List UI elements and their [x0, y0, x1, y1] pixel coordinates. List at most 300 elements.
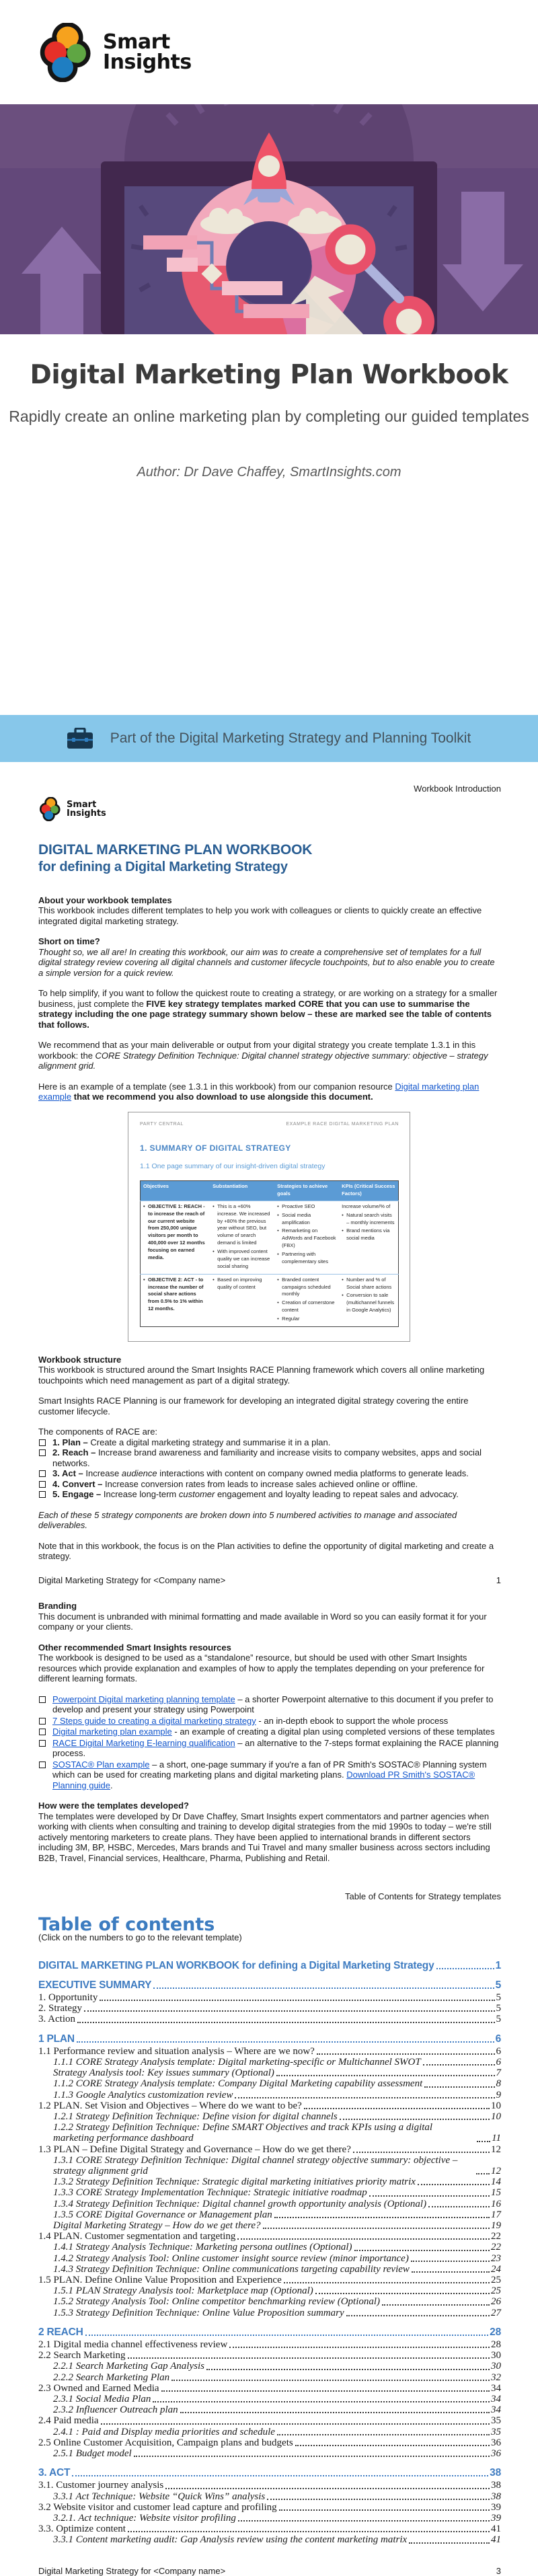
- toc-entry[interactable]: [38, 2339, 501, 2350]
- toc-page-number[interactable]: 28: [491, 2339, 501, 2350]
- toc-leader-dots: [424, 2086, 494, 2088]
- short-on-time-paragraph: Thought so, we all are! In creating this workbook, our aim was to create a comprehensive set of templates for a full digital strategy review covering all digital channels and customer lifecycle touchpoints, but to also enable you to create a simple version for a quick review.: [38, 946, 495, 978]
- page-heading-line2: for defining a Digital Marketing Strategy: [38, 859, 288, 874]
- toc-entry[interactable]: [38, 2155, 501, 2176]
- toc-page-number[interactable]: 9: [496, 2089, 501, 2100]
- toc-leader-dots: [101, 2423, 490, 2425]
- toolkit-banner-label: Part of the Digital Marketing Strategy and Planning Toolkit: [110, 730, 471, 746]
- toc-leader-dots: [267, 2499, 490, 2500]
- cell-list: [277, 1277, 336, 1323]
- toc-entry-label: 2.3.2 Influencer Outreach plan: [53, 2404, 178, 2416]
- cell-item: • Based on improving quality of content: [213, 1277, 272, 1291]
- brand-word-2: Insights: [103, 50, 192, 74]
- toc-page-number[interactable]: 38: [491, 2491, 501, 2502]
- resource-item: SOSTAC® Plan example – a short, one-page summary if you're a fan of PR Smith's SOSTAC® Planning system which can be used for creating marketing plans and digital marketing plans. Download PR Smith's SOSTAC® Planning guide.: [38, 1759, 501, 1791]
- branding-paragraph: This document is unbranded with minimal formatting and made available in Word so you can easily format it for your company or your clients.: [38, 1611, 487, 1632]
- toc-entry-label: 2.2.1 Search Marketing Gap Analysis: [53, 2361, 204, 2372]
- toc-entry[interactable]: [38, 2144, 501, 2155]
- toc-entry-label: 1.1.2 CORE Strategy Analysis template: Company Digital Marketing capability assessment: [53, 2078, 423, 2090]
- toc-entry[interactable]: [38, 2187, 501, 2198]
- top-logo-band: [0, 0, 538, 104]
- toc-entry[interactable]: [38, 2253, 501, 2264]
- toc-entry-label: 1.3.1 CORE Strategy Definition Technique: Digital channel strategy objective summary: objective – strategy alignment grid: [53, 2154, 458, 2176]
- toc-leader-dots: [476, 2173, 490, 2174]
- race-intro-line: The components of RACE are:: [38, 1427, 158, 1437]
- toc-leader-dots: [409, 2542, 490, 2544]
- toc-entry-label: 2.5.1 Budget model: [53, 2448, 132, 2460]
- toc-entry[interactable]: [38, 2415, 501, 2426]
- toc-page-number[interactable]: 10: [491, 2100, 501, 2111]
- text-link[interactable]: Digital marketing plan example: [52, 1727, 172, 1737]
- cell-item: • Branded content campaigns scheduled monthly: [277, 1277, 336, 1299]
- cell-item: • Remarketing on AdWords and Facebook (FBX): [277, 1227, 336, 1250]
- toc-entry[interactable]: [38, 2068, 501, 2078]
- toc-leader-dots: [134, 2456, 490, 2457]
- toc-leader-dots: [77, 2022, 495, 2023]
- cell-item: • Proactive SEO: [277, 1203, 336, 1211]
- toc-page-number[interactable]: 25: [491, 2285, 501, 2297]
- smartinsights-logo-text: [67, 800, 106, 818]
- checkbox-icon: [39, 1470, 46, 1477]
- toc-entry-label: 3.1. Customer journey analysis: [38, 2480, 164, 2491]
- toc-page-number[interactable]: 30: [491, 2350, 501, 2361]
- toc-entry[interactable]: [38, 2491, 501, 2502]
- toc-page-number[interactable]: 39: [491, 2513, 501, 2524]
- toc-entry[interactable]: [38, 2275, 501, 2285]
- checkbox-icon: [39, 1481, 46, 1488]
- example-template-screenshot: [128, 1112, 410, 1342]
- page-footer: [38, 1575, 501, 1586]
- toc-entry-label: 2.2.2 Search Marketing Plan: [53, 2372, 170, 2383]
- toc-entry-label: Strategy Analysis tool: Key issues summary (Optional): [53, 2068, 274, 2079]
- toc-entry[interactable]: [38, 2285, 501, 2296]
- toc-entry-label: 3.3.1 Content marketing audit: Gap Analysis review using the content marketing matrix: [53, 2534, 408, 2546]
- cover-title-block: [0, 334, 538, 715]
- about-heading: About your workbook templates: [38, 895, 172, 905]
- toc-leader-dots: [436, 1968, 494, 1969]
- toc-entry[interactable]: [38, 2220, 501, 2231]
- toc-entry-label: 1.5.1 PLAN Strategy Analysis tool: Marketplace map (Optional): [53, 2285, 313, 2297]
- toc-entry-label: 3. ACT: [38, 2467, 71, 2479]
- cell-list: [213, 1277, 272, 1291]
- toc-entry[interactable]: [38, 2100, 501, 2111]
- race-component-item: 3. Act – Increase audience interactions with content on company owned media platforms to generate leads.: [38, 1468, 501, 1479]
- toc-page-number[interactable]: 35: [491, 2426, 501, 2437]
- toc-entry-label: 1.5.2 Strategy Analysis Tool: Online competitor benchmarking review (Optional): [53, 2296, 381, 2308]
- toc-page-number[interactable]: 36: [491, 2437, 501, 2448]
- toc-page-number[interactable]: 39: [491, 2501, 501, 2513]
- toc-entry[interactable]: [38, 2014, 501, 2024]
- cell-list: [213, 1203, 272, 1271]
- toc-entry[interactable]: [38, 2404, 501, 2415]
- recommend-paragraph: We recommend that as your main deliverable or output from your digital strategy you create template 1.3.1 in this workbook: the CORE Strategy Definition Technique: Digital channel strategy objective summary: objective – strategy alignment grid.: [38, 1040, 488, 1071]
- toc-entry-label: 2.4 Paid media: [38, 2415, 99, 2427]
- table-row: [141, 1274, 399, 1326]
- cell-item: • Partnering with complementary sites: [277, 1251, 336, 1266]
- cell-item: • Conversion to sale (multichannel funnels in Google Analytics): [342, 1292, 395, 1314]
- toc-page-number[interactable]: 12: [491, 2144, 501, 2155]
- cell-item: • Natural search visits – monthly increments: [342, 1212, 395, 1227]
- smartinsights-logo-text: [103, 32, 192, 73]
- toc-leader-dots: [206, 2369, 490, 2370]
- toc-entry[interactable]: [38, 2242, 501, 2252]
- footer-page-number: 1: [496, 1575, 501, 1585]
- structure-paragraph-1: This workbook is structured around the Smart Insights RACE Planning framework which covers all online marketing touchpoints which need management as part of a digital strategy.: [38, 1365, 485, 1386]
- cell-list: [342, 1203, 395, 1242]
- toc-leader-dots: [72, 2475, 488, 2476]
- toc-page-number[interactable]: 16: [491, 2198, 501, 2209]
- screenshot-title: 1. SUMMARY OF DIGITAL STRATEGY: [140, 1143, 291, 1153]
- cell-item: • This is a +60% increase. We increased by +80% the previous year without SEO, but volume of search demand is limited: [213, 1203, 272, 1247]
- toc-entry[interactable]: [38, 2534, 501, 2545]
- toc-page-number[interactable]: 5: [496, 2003, 501, 2014]
- toc-entry-label: 1.1.1 CORE Strategy Analysis template: Digital marketing-specific or Multichannel SWOT: [53, 2056, 421, 2068]
- resource-item: Powerpoint Digital marketing planning template – a shorter Powerpoint alternative to this document if you prefer to develop and present your strategy using Powerpoint: [38, 1694, 501, 1715]
- structure-paragraph-5: Note that in this workbook, the focus is on the Plan activities to define the opportunity of digital marketing and create a strategy.: [38, 1540, 494, 1561]
- toc-entry-label: DIGITAL MARKETING PLAN WORKBOOK for defining a Digital Marketing Strategy: [38, 1959, 434, 1971]
- cell-list: [143, 1203, 207, 1262]
- smartinsights-logo-icon: [37, 23, 96, 82]
- toc-page-number[interactable]: 23: [491, 2252, 501, 2264]
- toc-page-number[interactable]: 41: [491, 2524, 501, 2535]
- checkbox-icon: [39, 1729, 46, 1735]
- text-link[interactable]: Powerpoint Digital marketing planning template: [52, 1694, 235, 1704]
- example-paragraph: Here is an example of a template (see 1.3.1 in this workbook) from our companion resource Digital marketing plan example that we recommend you also download to use alongside this document.: [38, 1081, 479, 1102]
- column-header: Substantiation: [210, 1181, 274, 1201]
- toc-heading: Table of contents: [38, 1914, 215, 1935]
- table-row: [141, 1201, 399, 1274]
- document-title: Digital Marketing Plan Workbook: [30, 360, 508, 390]
- toc-page-number[interactable]: 5: [496, 2014, 501, 2025]
- toc-entry-label: Digital Marketing Strategy – How do we get there?: [53, 2220, 261, 2231]
- toc-leader-dots: [238, 2520, 490, 2522]
- text-link[interactable]: SOSTAC® Plan example: [52, 1759, 150, 1770]
- resource-item: RACE Digital Marketing E-learning qualification – an alternative to the 7-steps format explaining the RACE planning process.: [38, 1738, 501, 1759]
- toc-leader-dots: [171, 2380, 490, 2381]
- checkbox-icon: [39, 1740, 46, 1747]
- toc-leader-dots: [412, 2271, 490, 2273]
- toc-entry[interactable]: [38, 2264, 501, 2275]
- toc-entry-label: 3.3.1 Act Technique: Website “Quick Wins” analysis: [53, 2491, 266, 2502]
- toc-leader-dots: [382, 2304, 490, 2306]
- toc-page-number[interactable]: 22: [491, 2231, 501, 2242]
- toc-entry[interactable]: [38, 2383, 501, 2394]
- brand-word-1: Smart: [103, 30, 170, 54]
- footer-doc-title: Digital Marketing Strategy for <Company name>: [38, 1575, 226, 1585]
- toc-entry[interactable]: [38, 2078, 501, 2089]
- text-link[interactable]: Download PR Smith's SOSTAC® Planning guide: [52, 1770, 475, 1790]
- toc-page-number[interactable]: 12: [491, 2165, 501, 2176]
- toc-entry-label: 1.2.1 Strategy Definition Technique: Define vision for digital channels: [53, 2111, 338, 2122]
- smartinsights-logo: [37, 23, 192, 82]
- cell-item: • Number and % of Social share actions: [342, 1277, 395, 1291]
- toc-page-number[interactable]: 34: [491, 2404, 501, 2416]
- toc-page-number[interactable]: 8: [496, 2078, 501, 2090]
- race-component-item: 4. Convert – Increase conversion rates from leads to increase sales achieved online or offline.: [38, 1479, 501, 1490]
- toc-entry[interactable]: [38, 2003, 501, 2014]
- page-heading-line1: DIGITAL MARKETING PLAN WORKBOOK: [38, 841, 313, 858]
- table-of-contents: [38, 1961, 501, 2546]
- text-link[interactable]: Digital marketing plan example: [38, 1081, 479, 1102]
- screenshot-header-left: PARTY CENTRAL: [140, 1121, 184, 1127]
- document-body: [0, 762, 538, 2576]
- footer-doc-title: Digital Marketing Strategy for <Company name>: [38, 2565, 226, 2576]
- toc-page-number[interactable]: 34: [491, 2382, 501, 2394]
- toc-entry[interactable]: [38, 2199, 501, 2209]
- cell-item: Increase volume/% of: [342, 1203, 391, 1209]
- toc-page-number[interactable]: 11: [492, 2133, 501, 2144]
- toc-entry-label: 1.1.3 Google Analytics customization review: [53, 2089, 233, 2100]
- toc-entry-label: 2.5 Online Customer Acquisition, Campaign plans and budgets: [38, 2437, 293, 2448]
- toc-entry-label: 1.2.2 Strategy Definition Technique: Define SMART Objectives and track KPIs using a digital marketing performance dashboard: [53, 2122, 433, 2144]
- toc-leader-dots: [263, 2228, 490, 2229]
- toc-page-number[interactable]: 28: [490, 2326, 501, 2338]
- toc-leader-dots: [77, 2041, 494, 2043]
- checkbox-icon: [39, 1491, 46, 1498]
- toolkit-banner: [0, 715, 538, 762]
- toc-entry-label: 1.4 PLAN. Customer segmentation and targeting: [38, 2231, 236, 2242]
- text-link[interactable]: RACE Digital Marketing E-learning qualification: [52, 1737, 235, 1748]
- developed-heading: How were the templates developed?: [38, 1801, 189, 1811]
- toc-entry-label: 3.3. Optimize content: [38, 2524, 126, 2535]
- toc-entry[interactable]: [38, 1992, 501, 2003]
- toc-leader-dots: [161, 2390, 490, 2392]
- toc-entry[interactable]: [38, 2394, 501, 2404]
- toc-page-number[interactable]: 38: [490, 2467, 501, 2479]
- toc-entry[interactable]: [38, 2513, 501, 2524]
- toc-leader-dots: [229, 2347, 490, 2348]
- checkbox-icon: [39, 1439, 46, 1446]
- structure-paragraph-4: Each of these 5 strategy components are broken down into 5 numbered activities to manage and associated deliverables.: [38, 1509, 457, 1530]
- toc-entry-label: 3.2.1. Act technique: Website visitor profiling: [53, 2513, 236, 2524]
- resources-paragraph: The workbook is designed to be used as a “standalone” resource, but should be used with other Smart Insights resources which provide explanation and examples of how to apply the templates depending on your preference for different learning formats.: [38, 1653, 485, 1683]
- toc-page-number[interactable]: 41: [491, 2534, 501, 2546]
- toc-entry[interactable]: [38, 2327, 501, 2338]
- column-header: Objectives: [141, 1181, 210, 1201]
- toc-entry[interactable]: [38, 2502, 501, 2513]
- toc-entry-label: 2.3.1 Social Media Plan: [53, 2394, 151, 2405]
- toc-entry[interactable]: [38, 2090, 501, 2100]
- resources-heading: Other recommended Smart Insights resources: [38, 1642, 231, 1653]
- checkbox-icon: [39, 1696, 46, 1703]
- page-corner-label: Workbook Introduction: [414, 784, 501, 794]
- toc-page-number[interactable]: 27: [491, 2307, 501, 2318]
- toc-page-number[interactable]: 7: [496, 2068, 501, 2079]
- toc-leader-dots: [315, 2293, 490, 2294]
- developed-paragraph: The templates were developed by Dr Dave Chaffey, Smart Insights expert commentators and partner agencies when working with clients when consulting and training to develop digital strategies from the mid 1990s to today – we're still actively mentoring marketers to create plans. They have been applied to international brands in different sectors including 3M, BP, HSBC, Mercedes, Mars brands and Tui Travel and many smaller business across sectors including B2B, Travel, Financial services, Healthcare, Pharma, Publishing and Retail.: [38, 1811, 492, 1863]
- branding-heading: Branding: [38, 1601, 77, 1611]
- toc-entry-label: 1.4.2 Strategy Analysis Tool: Online customer insight source review (minor importance): [53, 2252, 409, 2264]
- toc-entry[interactable]: [38, 2427, 501, 2437]
- briefcase-icon: [67, 728, 93, 749]
- column-header: KPIs (Critical Success Factors): [339, 1181, 398, 1201]
- race-component-item: 2. Reach – Increase brand awareness and familiarity and increase visits to company websites, apps and social networks.: [38, 1447, 501, 1468]
- toc-leader-dots: [353, 2152, 490, 2153]
- toc-leader-dots: [85, 2335, 489, 2336]
- toc-leader-dots: [428, 2206, 490, 2207]
- toc-entry[interactable]: [38, 2231, 501, 2242]
- short-on-time-heading: Short on time?: [38, 936, 100, 946]
- resource-item: 7 Steps guide to creating a digital marketing strategy - an in-depth ebook to support the whole process: [38, 1716, 501, 1727]
- toc-leader-dots: [100, 2000, 494, 2001]
- toc-entry[interactable]: [38, 2111, 501, 2122]
- structure-paragraph-2: Smart Insights RACE Planning is our framework for developing an integrated digital strategy covering the entire customer lifecycle.: [38, 1396, 469, 1416]
- toc-entry-label: 2. Strategy: [38, 2003, 82, 2014]
- resources-list: [38, 1694, 501, 1791]
- smartinsights-logo-small: [38, 797, 501, 821]
- toc-leader-dots: [153, 1987, 494, 1989]
- toc-leader-dots: [235, 2097, 494, 2098]
- toc-leader-dots: [295, 2445, 490, 2446]
- toc-leader-dots: [346, 2315, 490, 2316]
- cell-list: [277, 1203, 336, 1266]
- toc-page-number[interactable]: 17: [491, 2209, 501, 2220]
- toc-page-number[interactable]: 19: [491, 2220, 501, 2231]
- toc-entry[interactable]: [38, 2308, 501, 2318]
- toc-entry-label: 1.3.2 Strategy Definition Technique: Strategic digital marketing initiatives priority matrix: [53, 2176, 416, 2188]
- toc-page-number[interactable]: 1: [495, 1959, 501, 1971]
- toc-entry[interactable]: [38, 2361, 501, 2372]
- toc-entry[interactable]: [38, 2524, 501, 2534]
- toc-entry-label: 3.2 Website visitor and customer lead capture and profiling: [38, 2501, 277, 2513]
- toc-leader-dots: [369, 2195, 490, 2197]
- toc-leader-dots: [423, 2064, 495, 2066]
- toc-entry[interactable]: [38, 2034, 501, 2045]
- toc-page-number[interactable]: 5: [496, 1992, 501, 2003]
- toc-page-number[interactable]: 6: [495, 2033, 501, 2045]
- document-subtitle: Rapidly create an online marketing plan by completing our guided templates: [9, 408, 529, 425]
- toc-leader-dots: [354, 2250, 490, 2251]
- toc-entry-label: 2.3 Owned and Earned Media: [38, 2382, 159, 2394]
- race-components-list: [38, 1437, 501, 1500]
- toc-entry[interactable]: [38, 1980, 501, 1991]
- toc-entry-label: 1.5 PLAN. Define Online Value Proposition and Experience: [38, 2274, 282, 2285]
- cell-item: • With improved content quality we can increase social sharing: [213, 1248, 272, 1271]
- toc-entry[interactable]: [38, 2057, 501, 2068]
- toc-entry-label: 1.1 Performance review and situation analysis – Where are we now?: [38, 2045, 315, 2057]
- toc-leader-dots: [340, 2119, 490, 2120]
- toc-page-number[interactable]: 35: [491, 2415, 501, 2427]
- toc-entry-label: 2.4.1 : Paid and Display media priorities and schedule: [53, 2426, 275, 2437]
- toc-page-number[interactable]: 6: [496, 2056, 501, 2068]
- hero-banner: [0, 104, 538, 334]
- toc-page-number[interactable]: 6: [496, 2045, 501, 2057]
- cell-list: [143, 1277, 207, 1313]
- table-header-row: [141, 1181, 399, 1201]
- toc-leader-dots: [128, 2357, 490, 2359]
- toc-page-number[interactable]: 22: [491, 2242, 501, 2253]
- toc-leader-dots: [418, 2184, 490, 2185]
- toc-page-number[interactable]: 36: [491, 2448, 501, 2460]
- checkbox-icon: [39, 1718, 46, 1725]
- toc-entry[interactable]: [38, 2437, 501, 2448]
- toc-leader-dots: [277, 2434, 490, 2435]
- toc-leader-dots: [477, 2141, 490, 2142]
- toc-entry-label: 1.4.1 Strategy Analysis Technique: Marketing persona outlines (Optional): [53, 2242, 352, 2253]
- toc-leader-dots: [274, 2217, 490, 2218]
- toc-leader-dots: [276, 2075, 495, 2076]
- toc-page-number[interactable]: 32: [491, 2372, 501, 2383]
- toc-entry-label: EXECUTIVE SUMMARY: [38, 1979, 152, 1991]
- toc-entry-label: 1.3.5 CORE Digital Governance or Management plan: [53, 2209, 272, 2220]
- page-footer: [38, 2566, 501, 2576]
- cell-list: [342, 1277, 395, 1314]
- toc-entry-label: 1.5.3 Strategy Definition Technique: Online Value Proposition summary: [53, 2307, 344, 2318]
- text-link[interactable]: 7 Steps guide to creating a digital marketing strategy: [52, 1715, 256, 1726]
- race-component-item: 5. Engage – Increase long-term customer engagement and loyalty leading to repeat sales and advocacy.: [38, 1489, 501, 1500]
- toc-entry-label: 2 REACH: [38, 2326, 83, 2338]
- toc-entry[interactable]: [38, 2372, 501, 2383]
- screenshot-subtitle: 1.1 One page summary of our insight-driven digital strategy: [140, 1162, 325, 1170]
- toc-entry-label: 2.2 Search Marketing: [38, 2350, 126, 2361]
- cell-item: • Regular: [277, 1316, 336, 1323]
- resource-item: Digital marketing plan example - an example of creating a digital plan using completed versions of these templates: [38, 1727, 501, 1737]
- about-paragraph: This workbook includes different templates to help you work with colleagues or clients to quickly create an effective integrated digital marketing strategy.: [38, 905, 482, 926]
- toc-leader-dots: [237, 2238, 490, 2240]
- toc-leader-dots: [128, 2531, 490, 2532]
- toc-entry[interactable]: [38, 2209, 501, 2220]
- simplify-paragraph: To help simplify, if you want to follow the quickest route to creating a strategy, or are working on a strategy for a smaller business, just complete the FIVE key strategy templates marked CORE that you can use to summarise the strategy including the one page strategy summary shown below – these are marked see the table of contents that follows.: [38, 988, 498, 1030]
- toc-leader-dots: [279, 2509, 490, 2511]
- brand-word-1: Smart: [67, 799, 97, 810]
- toc-entry-label: 1. Opportunity: [38, 1992, 98, 2003]
- cell-item: • OBJECTIVE 1: REACH - to increase the reach of our current website from 250,000 unique visitors per month to 400,000 over 12 months focusing on earned media.: [143, 1203, 207, 1262]
- toc-page-number[interactable]: 25: [491, 2274, 501, 2285]
- strategy-summary-table: [140, 1180, 399, 1327]
- toc-leader-dots: [153, 2401, 490, 2402]
- toc-page-number[interactable]: 14: [491, 2176, 501, 2188]
- toc-entry-label: 1.3.3 CORE Strategy Implementation Technique: Strategic initiative roadmap: [53, 2187, 367, 2199]
- toc-entry-label: 1.3 PLAN – Define Digital Strategy and Governance – How do we get there?: [38, 2144, 351, 2155]
- screenshot-header-right: EXAMPLE RACE DIGITAL MARKETING PLAN: [286, 1121, 399, 1127]
- cell-item: • Creation of cornerstone content: [277, 1299, 336, 1314]
- toc-note: (Click on the numbers to go to the relevant template): [38, 1932, 242, 1942]
- toc-entry-label: 1.2 PLAN. Set Vision and Objectives – Where do we want to be?: [38, 2100, 302, 2111]
- author-line: Author: Dr Dave Chaffey, SmartInsights.com: [137, 465, 401, 480]
- checkbox-icon: [39, 1449, 46, 1456]
- toc-page-number[interactable]: 34: [491, 2394, 501, 2405]
- toc-entry-label: 2.1 Digital media channel effectiveness review: [38, 2339, 228, 2350]
- toc-entry[interactable]: [38, 2176, 501, 2187]
- toc-page-number[interactable]: 24: [491, 2263, 501, 2275]
- toc-leader-dots: [284, 2282, 490, 2283]
- cell-item: • Brand mentions via social media: [342, 1227, 395, 1242]
- toc-entry[interactable]: [38, 2122, 501, 2144]
- toc-leader-dots: [180, 2412, 490, 2413]
- toc-corner-label: Table of Contents for Strategy templates: [345, 1891, 501, 1901]
- footer-page-number: 3: [496, 2565, 501, 2576]
- toc-entry[interactable]: [38, 1961, 501, 1971]
- toc-page-number[interactable]: 5: [495, 1979, 501, 1991]
- toc-entry[interactable]: [38, 2046, 501, 2057]
- toc-entry[interactable]: [38, 2448, 501, 2459]
- smartinsights-logo-icon: [38, 797, 63, 821]
- toc-page-number[interactable]: 38: [491, 2480, 501, 2491]
- toc-entry[interactable]: [38, 2480, 501, 2491]
- toc-leader-dots: [317, 2053, 495, 2055]
- toc-page-number[interactable]: 15: [491, 2187, 501, 2199]
- toc-entry[interactable]: [38, 2350, 501, 2361]
- toc-leader-dots: [84, 2010, 495, 2012]
- toc-page-number[interactable]: 30: [491, 2361, 501, 2372]
- toc-entry[interactable]: [38, 2296, 501, 2307]
- column-header: Strategies to achieve goals: [274, 1181, 339, 1201]
- toc-page-number[interactable]: 26: [491, 2296, 501, 2308]
- toc-entry[interactable]: [38, 2468, 501, 2478]
- toc-page-number[interactable]: 10: [491, 2111, 501, 2122]
- toc-entry-label: 1.3.4 Strategy Definition Technique: Digital channel growth opportunity analysis (Optional): [53, 2198, 427, 2209]
- toc-leader-dots: [304, 2108, 490, 2109]
